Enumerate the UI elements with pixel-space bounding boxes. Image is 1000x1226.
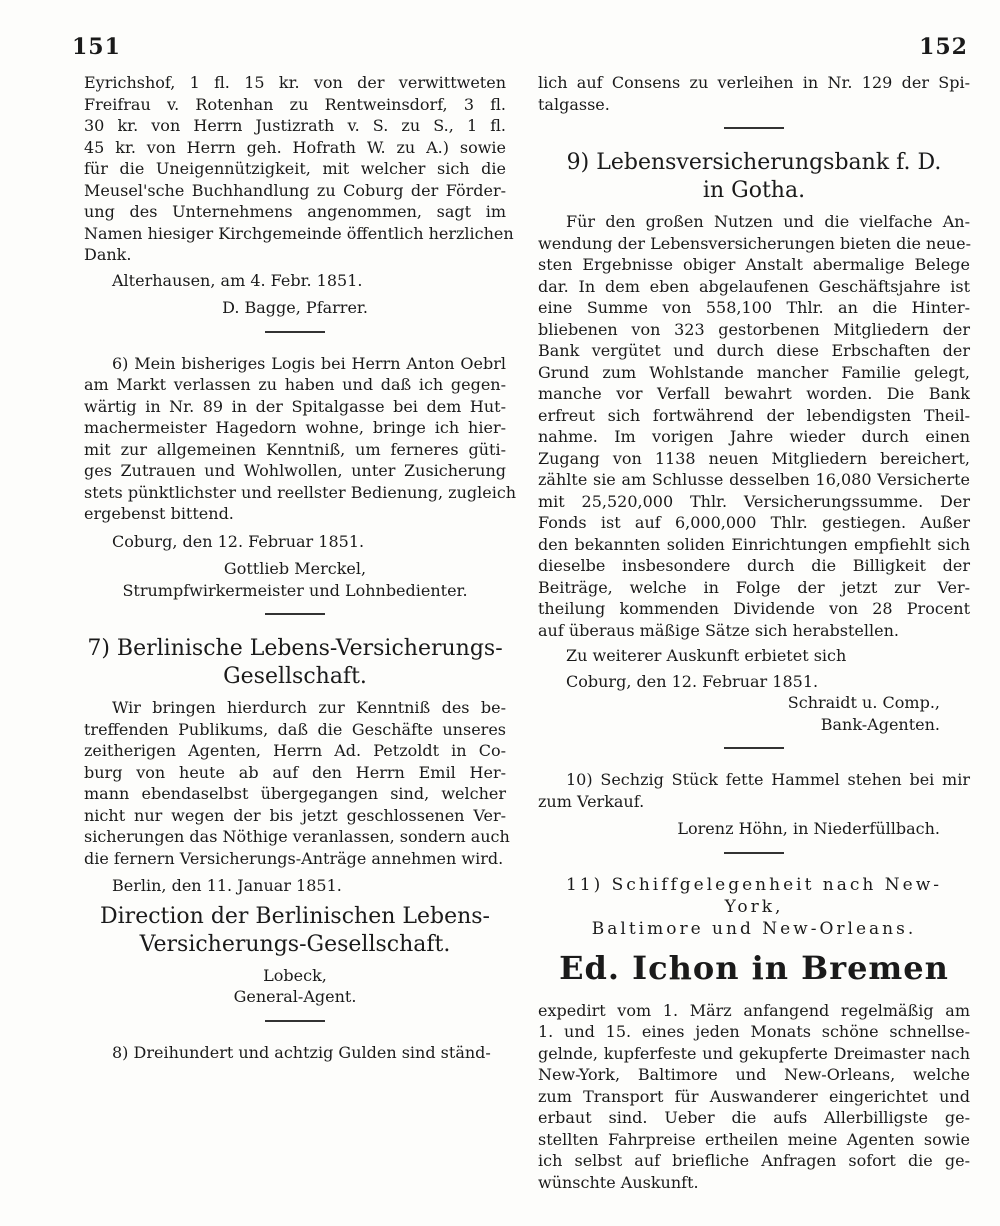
notice-7 [84, 697, 510, 869]
text-line: ergebenst bittend. [84, 504, 234, 523]
text-line: lich auf Consens zu verleihen in Nr. 129 der Spi- [538, 73, 970, 92]
text-line: Namen hiesiger Kirchgemeinde öffentlich herzlichen [84, 223, 514, 243]
signature-org: Direction der Berlinischen Lebens- [100, 903, 490, 929]
text-line: ung des Unternehmens angenommen, sagt im [84, 202, 506, 221]
text-line: bliebenen von 323 gestorbenen Mitgliedern der [538, 319, 970, 339]
text-line: gelnde, kupferfeste und gekupferte Dreimaster nach [538, 1043, 970, 1063]
text-line: sten Ergebnisse obiger Anstalt abermalige Belege [538, 255, 970, 274]
notice-10 [538, 769, 970, 812]
text-line: zum Verkauf. [538, 791, 645, 811]
text-line: expedirt vom 1. März anfangend regelmäßig am [538, 1000, 970, 1020]
text-line: Meusel'sche Buchhandlung zu Coburg der Förder- [84, 180, 506, 200]
page-number-right: 152 [919, 34, 968, 60]
separator-rule [724, 852, 784, 854]
text-line: 45 kr. von Herrn geh. Hofrath W. zu A.) sowie [84, 137, 506, 157]
text-line: zum Transport für Auswanderer eingerichtet und [538, 1086, 970, 1106]
notice-9 [538, 211, 970, 641]
text-line: manche vor Verfall bewahrt worden. Die Bank [538, 384, 970, 403]
heading-line: 9) Lebensversicherungsbank f. D. [566, 150, 942, 175]
separator-rule [724, 747, 784, 749]
separator-rule [724, 127, 784, 129]
text-line: nahme. Im vorigen Jahre wieder durch einen [538, 427, 970, 446]
text-line: erfreut sich fortwährend der lebendigsten Theil- [538, 405, 970, 425]
text-line: dieselbe insbesondere durch die Billigkeit der [538, 556, 970, 575]
dateline: Coburg, den 12. Februar 1851. [112, 531, 365, 551]
text-line: eine Summe von 558,100 Thlr. an die Hinter- [538, 298, 970, 317]
text-line: sicherungen das Nöthige veranlassen, sondern auch [84, 827, 510, 846]
text-line: ich selbst auf briefliche Anfragen sofort die ge- [538, 1151, 970, 1170]
text-line: Für den großen Nutzen und die vielfache An- [566, 212, 970, 231]
text-line: den bekannten soliden Einrichtungen empfiehlt sich [538, 534, 970, 554]
heading-line: 7) Berlinische Lebens-Versicherungs- [87, 636, 503, 661]
page-number-left: 151 [72, 34, 121, 60]
dateline: Berlin, den 11. Januar 1851. [112, 876, 342, 895]
dateline: Alterhausen, am 4. Febr. 1851. [112, 270, 363, 290]
notice-11-company-name: Ed. Ichon in Bremen [559, 948, 949, 987]
text-line: 10) Sechzig Stück fette Hammel stehen bei mir [566, 770, 970, 789]
separator-rule [265, 613, 325, 615]
text-line: Dank. [84, 245, 132, 264]
left-column [84, 72, 517, 1063]
text-line: erbaut sind. Ueber die aufs Allerbilligste ge- [538, 1108, 970, 1127]
signature-name: Gottlieb Merckel, [223, 559, 367, 578]
signature-name: Lobeck, [263, 965, 327, 985]
notice-7-heading [84, 635, 506, 691]
text-line: burg von heute ab auf den Herrn Emil Her- [84, 762, 506, 782]
text-line: wärtig in Nr. 89 in der Spitalgasse bei dem Hut- [84, 396, 506, 416]
text-line: zeitherigen Agenten, Herrn Ad. Petzoldt in Co- [84, 741, 506, 760]
text-line: talgasse. [538, 94, 610, 114]
separator-rule [265, 331, 325, 333]
signature: Lorenz Höhn, in Niederfüllbach. [677, 819, 940, 838]
text-line: wünschte Auskunft. [538, 1172, 699, 1192]
text-line: ges Zutrauen und Wohlwollen, unter Zusicherung [84, 461, 506, 480]
notice-8-continuation [538, 72, 970, 115]
signature-name: Schraidt u. Comp., [787, 693, 940, 712]
signature: D. Bagge, Pfarrer. [222, 298, 368, 317]
text-line: die fernern Versicherungs-Anträge annehmen wird. [84, 848, 504, 868]
notice-11 [538, 1000, 970, 1194]
text-line: machermeister Hagedorn wohne, bringe ich hier- [84, 418, 506, 437]
notice-9-heading [538, 149, 970, 205]
text-line: dar. In dem eben abgelaufenen Geschäftsjahre ist [538, 276, 970, 296]
text-line: Beiträge, welche in Folge der jetzt zur Ver- [538, 577, 970, 597]
text-line: Freifrau v. Rotenhan zu Rentweinsdorf, 3 fl. [84, 94, 506, 114]
text-line: stellten Fahrpreise ertheilen meine Agenten sowie [538, 1129, 970, 1149]
text-line: New-York, Baltimore und New-Orleans, welche [538, 1065, 970, 1084]
signature-title: General-Agent. [233, 987, 357, 1006]
text-line: Wir bringen hierdurch zur Kenntniß des be- [112, 698, 506, 717]
heading-line: Baltimore und New-Orleans. [591, 918, 917, 939]
text-line: mit 25,520,000 Thlr. Versicherungssumme. Der [538, 491, 970, 511]
text-line: am Markt verlassen zu haben und daß ich gegen- [84, 375, 506, 394]
notice-11-heading [538, 874, 970, 940]
notice-thanks [84, 72, 514, 266]
signature-title: Bank-Agenten. [820, 714, 940, 734]
text-line: Eyrichshof, 1 fl. 15 kr. von der verwittweten [84, 73, 506, 92]
text-line: stets pünktlichster und reellster Bedienung, zugleich [84, 482, 517, 502]
text-line: nicht nur wegen der bis jetzt geschlossenen Ver- [84, 805, 506, 825]
info-line: Zu weiterer Auskunft erbietet sich [566, 646, 847, 665]
text-line: Bank vergütet und durch diese Erbschaften der [538, 341, 970, 360]
text-line: 6) Mein bisheriges Logis bei Herrn Anton Oebrl [112, 353, 506, 373]
text-line: Grund zum Wohlstande mancher Familie gelegt, [538, 362, 970, 382]
text-line: Fonds ist auf 6,000,000 Thlr. gestiegen. Außer [538, 513, 970, 532]
separator-rule [265, 1020, 325, 1022]
text-line: mann ebendaselbst übergegangen sind, welcher [84, 784, 506, 803]
notice-6 [84, 353, 517, 525]
text-line: 1. und 15. eines jeden Monats schöne schnellse- [538, 1022, 970, 1041]
text-line: für die Uneigennützigkeit, mit welcher sich die [84, 159, 506, 178]
text-line: theilung kommenden Dividende von 28 Procent [538, 599, 970, 618]
notice-8-start: 8) Dreihundert und achtzig Gulden sind ständ- [112, 1042, 491, 1062]
signature-org: Versicherungs-Gesellschaft. [139, 931, 451, 957]
heading-line: in Gotha. [702, 178, 806, 203]
text-line: zählte sie am Schlusse desselben 16,080 Versicherte [538, 470, 970, 489]
text-line: wendung der Lebensversicherungen bieten die neue- [538, 233, 971, 253]
dateline: Coburg, den 12. Februar 1851. [566, 671, 819, 691]
notice-7-signature-block [84, 903, 506, 959]
heading-line: Gesellschaft. [223, 664, 367, 689]
right-column [538, 72, 970, 1193]
text-line: Zugang von 1138 neuen Mitgliedern bereichert, [538, 448, 970, 468]
text-line: auf überaus mäßige Sätze sich herabstellen. [538, 620, 899, 640]
text-line: mit zur allgemeinen Kenntniß, um ferneres güti- [84, 439, 506, 459]
heading-line: 11) Schiffgelegenheit nach New-York, [565, 874, 942, 917]
text-line: 30 kr. von Herrn Justizrath v. S. zu S., 1 fl. [84, 116, 506, 135]
signature-title: Strumpfwirkermeister und Lohnbedienter. [122, 580, 468, 600]
text-line: treffenden Publikums, daß die Geschäfte unseres [84, 719, 506, 739]
